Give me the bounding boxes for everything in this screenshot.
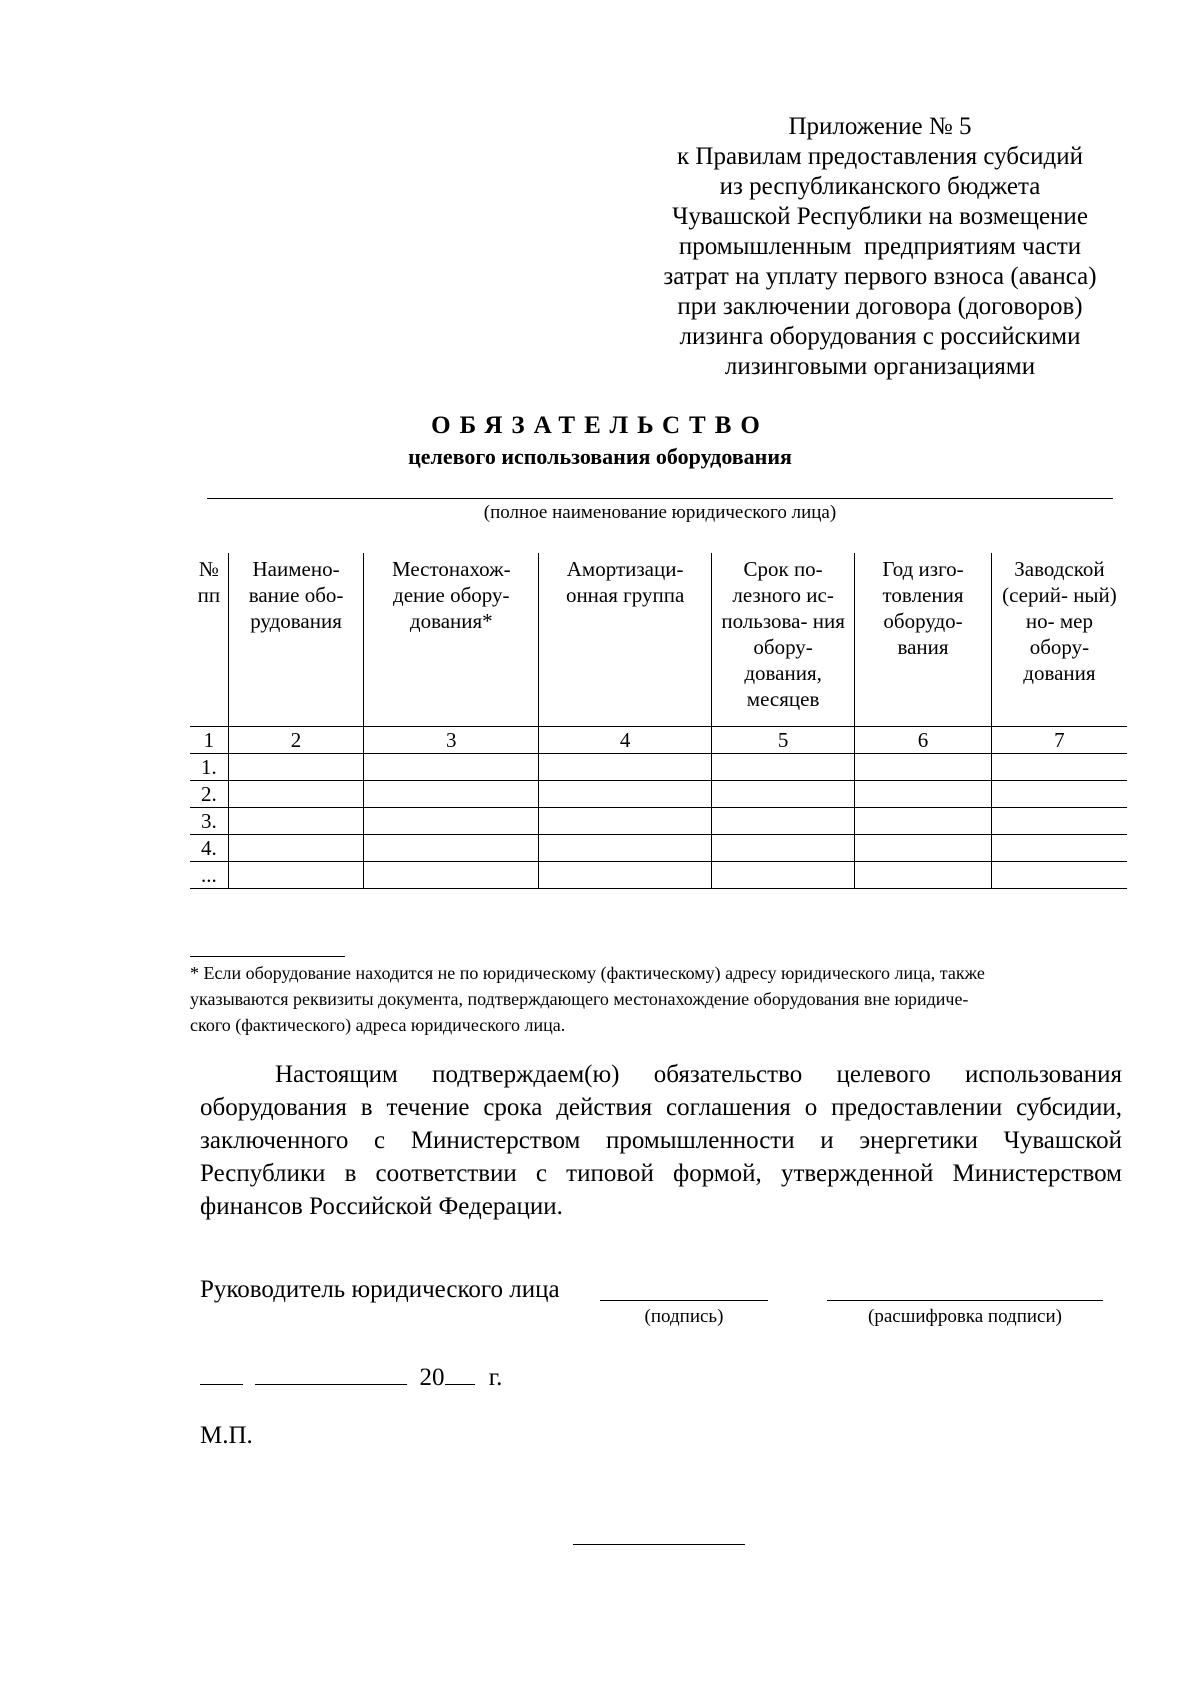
column-number: 6: [855, 727, 992, 754]
appendix-line: затрат на уплату первого взноса (аванса): [663, 263, 1097, 290]
table-cell[interactable]: [855, 754, 992, 781]
table-cell[interactable]: [364, 754, 539, 781]
table-cell[interactable]: [539, 835, 712, 862]
column-number: 3: [364, 727, 539, 754]
table-cell[interactable]: [711, 862, 854, 889]
table-row: [190, 754, 1127, 781]
row-number: 2.: [190, 781, 228, 808]
table-cell[interactable]: [228, 754, 364, 781]
table-cell[interactable]: [855, 862, 992, 889]
footnote-line: указываются реквизиты документа, подтверждающего местонахождение оборудования вне юридиче-: [190, 989, 969, 1009]
table-cell[interactable]: [855, 835, 992, 862]
table-cell[interactable]: [991, 754, 1127, 781]
appendix-line: Приложение № 5: [788, 113, 972, 140]
signature-label: Руководитель юридического лица: [200, 1276, 560, 1303]
title-sub: целевого использования оборудования: [408, 444, 792, 469]
table-cell[interactable]: [364, 781, 539, 808]
row-number: ...: [190, 862, 228, 889]
date-year-field[interactable]: [445, 1362, 475, 1385]
table-cell[interactable]: [228, 835, 364, 862]
header-cell-amortization: Амортизаци- онная группа: [539, 553, 712, 727]
org-name-field-line[interactable]: [207, 498, 1113, 499]
header-cell-serial: Заводской (серий- ный) но- мер обору- дования: [991, 553, 1127, 727]
table-cell[interactable]: [711, 808, 854, 835]
table-row: [190, 781, 1127, 808]
header-cell-location: Местонахож- дение обору- дования*: [364, 553, 539, 727]
footnote-line: * Если оборудование находится не по юридическому (фактическому) адресу юридического лица, также: [190, 963, 985, 983]
footnote: [190, 960, 1125, 1038]
table-cell[interactable]: [991, 862, 1127, 889]
appendix-line: Чувашской Республики на возмещение: [672, 203, 1088, 230]
table-cell[interactable]: [228, 808, 364, 835]
table-cell[interactable]: [991, 781, 1127, 808]
column-number: 1: [190, 727, 228, 754]
header-cell-year: Год изго- товления оборудо- вания: [855, 553, 992, 727]
signature-caption: (подпись): [644, 1306, 724, 1327]
header-cell-name: Наимено- вание обо- рудования: [228, 553, 364, 727]
date-row: [200, 1362, 502, 1392]
date-year-prefix: 20: [419, 1364, 445, 1391]
appendix-line: лизинга оборудования с российскими: [679, 323, 1081, 350]
column-number: 2: [228, 727, 364, 754]
table-cell[interactable]: [711, 781, 854, 808]
date-year-suffix: г.: [488, 1364, 503, 1391]
table-cell[interactable]: [228, 862, 364, 889]
footnote-separator: [190, 956, 345, 957]
table-row: [190, 862, 1127, 889]
appendix-line: лизинговыми организациями: [724, 353, 1036, 380]
table-cell[interactable]: [364, 835, 539, 862]
table-cell[interactable]: [228, 781, 364, 808]
row-number: 3.: [190, 808, 228, 835]
column-number: 4: [539, 727, 712, 754]
document-title: [0, 410, 1200, 472]
table-cell[interactable]: [711, 835, 854, 862]
table-cell[interactable]: [364, 862, 539, 889]
appendix-line: при заключении договора (договоров): [677, 293, 1083, 320]
table-cell[interactable]: [991, 808, 1127, 835]
date-day-field[interactable]: [200, 1362, 243, 1385]
appendix-line: к Правилам предоставления субсидий: [677, 143, 1083, 170]
row-number: 1.: [190, 754, 228, 781]
table-cell[interactable]: [364, 808, 539, 835]
table-cell[interactable]: [855, 808, 992, 835]
date-month-field[interactable]: [255, 1362, 407, 1385]
equipment-table: [190, 553, 1127, 889]
signature-decoding-caption: (расшифровка подписи): [868, 1306, 1062, 1327]
appendix-line: из республиканского бюджета: [719, 173, 1041, 200]
table-cell[interactable]: [539, 781, 712, 808]
table-cell[interactable]: [991, 835, 1127, 862]
appendix-header: [650, 112, 1110, 382]
end-separator: [573, 1544, 745, 1545]
table-row: [190, 835, 1127, 862]
stamp-place-label: М.П.: [200, 1422, 253, 1449]
signature-field[interactable]: [600, 1300, 768, 1301]
table-cell[interactable]: [539, 754, 712, 781]
table-cell[interactable]: [855, 781, 992, 808]
appendix-line: промышленным предприятиям части: [678, 233, 1082, 260]
org-name-caption: (полное наименование юридического лица): [483, 502, 837, 523]
table-cell[interactable]: [539, 862, 712, 889]
title-main: ОБЯЗАТЕЛЬСТВО: [431, 412, 769, 439]
header-cell-useful-life: Срок по- лезного ис- пользова- ния обору- дования, месяцев: [711, 553, 854, 727]
column-number: 5: [711, 727, 854, 754]
table-cell[interactable]: [711, 754, 854, 781]
footnote-line: ского (фактического) адреса юридического лица.: [190, 1015, 566, 1035]
table-row: [190, 808, 1127, 835]
row-number: 4.: [190, 835, 228, 862]
table-cell[interactable]: [539, 808, 712, 835]
column-number: 7: [991, 727, 1127, 754]
signature-decoding-field[interactable]: [827, 1300, 1103, 1301]
header-cell-number: № пп: [190, 553, 228, 727]
commitment-paragraph: Настоящим подтверждаем(ю) обязательство целевого использования оборудования в течение срока действия соглашения о предоставлении субсидии, заключенного с Министерством промышленности и энергетики Чувашской Республики в соответствии с типовой формой, утвержденной Министерством финансов Российской Федерации.: [200, 1061, 1122, 1220]
